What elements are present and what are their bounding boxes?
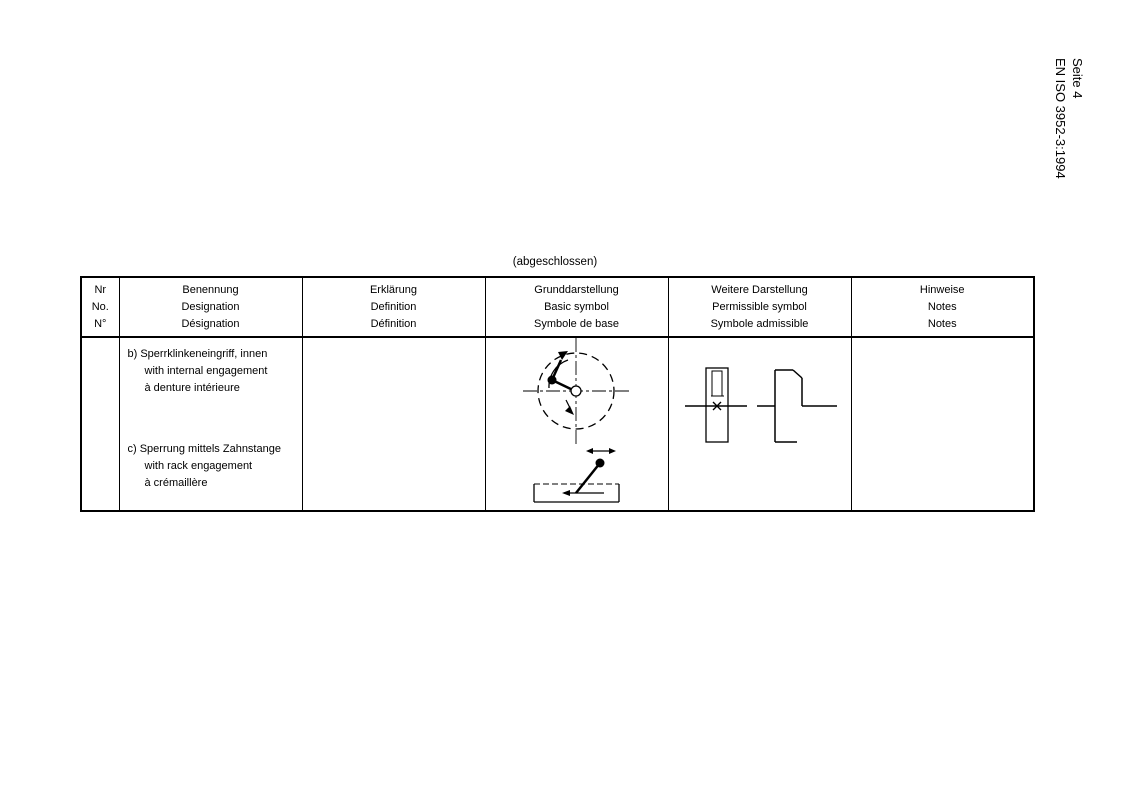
header-definition: Erklärung Definition Définition — [302, 277, 485, 337]
wheel-rectangle — [706, 368, 728, 442]
page-header — [1050, 58, 1090, 198]
header-permissible-symbol: Weitere Darstellung Permissible symbol Symbole admissible — [668, 277, 851, 337]
header-basic-symbol: Grunddarstellung Basic symbol Symbole de base — [485, 277, 668, 337]
header-nr: Nr No. N° — [81, 277, 119, 337]
nr-cell — [81, 337, 119, 511]
designation-entry-c: c) Sperrung mittels Zahnstange with rack engagement à crémaillère — [127, 443, 281, 489]
rack-engagement-symbol — [534, 448, 619, 502]
table-row — [81, 337, 1034, 511]
double-arrow-left-head — [586, 448, 593, 454]
lock-arm — [576, 463, 600, 493]
pawl-diagonal — [793, 370, 802, 378]
notes-cell — [851, 337, 1034, 511]
table-header-row — [81, 277, 1034, 337]
page-number: Seite 4 — [1070, 58, 1085, 99]
lock-pivot — [595, 459, 604, 468]
double-arrow-right-head — [609, 448, 616, 454]
permissible-pawl-symbol — [685, 368, 747, 442]
designation-entry-b: b) Sperrklinkeneingriff, innen with internal engagement à denture intérieure — [127, 348, 268, 394]
symbol-table — [80, 276, 1035, 512]
header-designation: Benennung Designation Désignation — [119, 277, 302, 337]
rotation-arrow-bottom-stem — [566, 400, 570, 408]
pawl-slot — [712, 371, 722, 396]
wheel-hub — [571, 386, 581, 396]
definition-cell — [302, 337, 485, 511]
standard-number: EN ISO 3952-3:1994 — [1053, 58, 1068, 179]
basic-symbol-drawings — [486, 338, 668, 512]
permissible-rack-symbol — [757, 370, 837, 442]
rack-direction-arrow — [562, 490, 570, 496]
internal-ratchet-symbol — [523, 338, 629, 444]
pawl-pivot — [547, 376, 556, 385]
permissible-symbol-cell — [668, 337, 851, 511]
permissible-symbol-drawings — [669, 338, 851, 512]
table-caption: (abgeschlossen) — [512, 256, 598, 268]
basic-symbol-cell — [485, 337, 668, 511]
rotation-arrow-top — [558, 351, 568, 360]
header-notes: Hinweise Notes Notes — [851, 277, 1034, 337]
designation-cell — [119, 337, 302, 511]
